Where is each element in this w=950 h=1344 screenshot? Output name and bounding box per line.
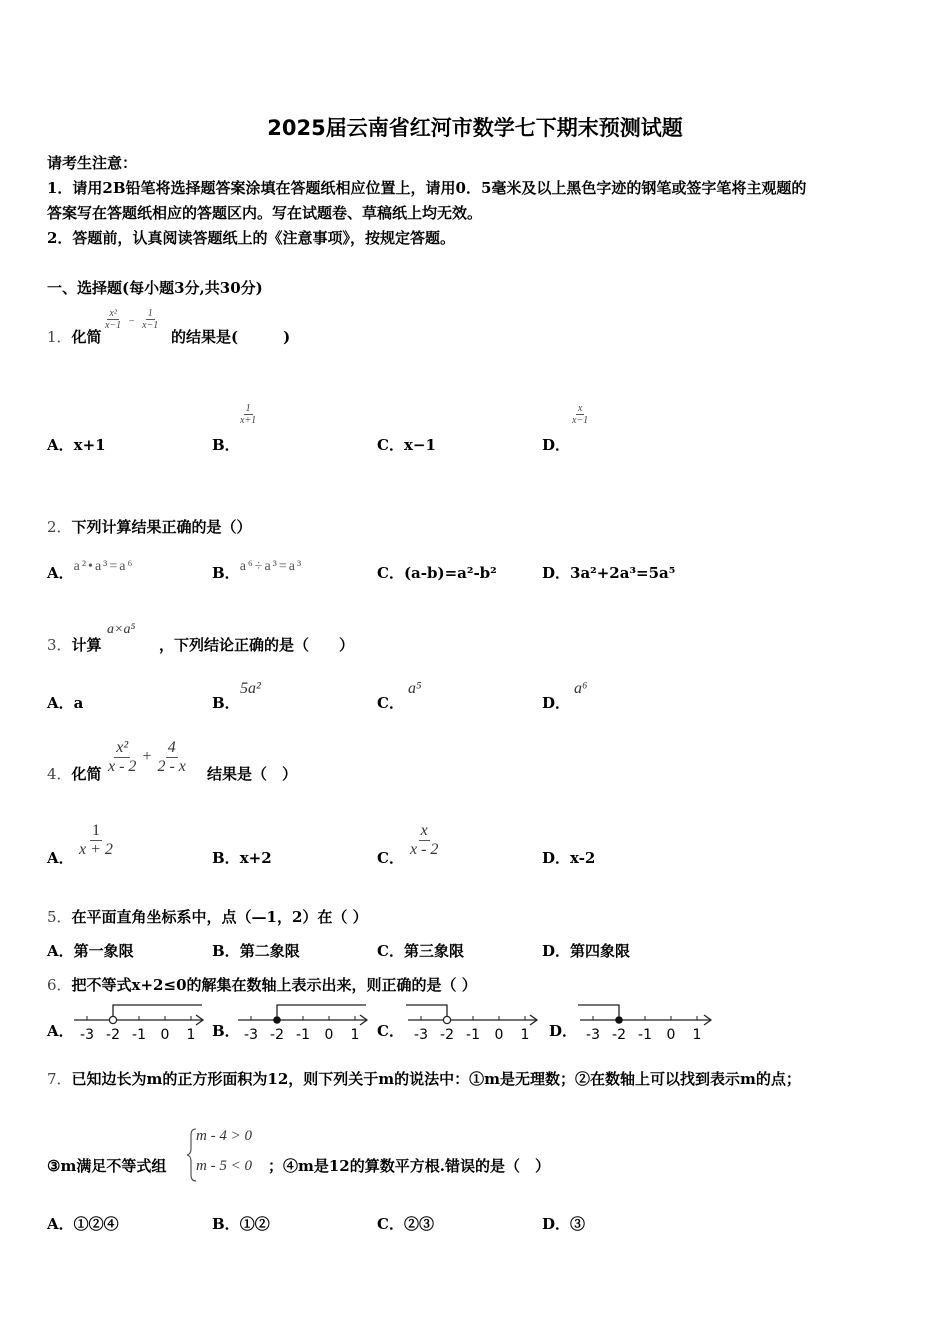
q4-a-label: A． [47, 849, 74, 867]
q1-b-fraction [238, 403, 258, 426]
q6-d-tick-1: -3 [586, 1027, 600, 1043]
q1-c-value: x−1 [403, 436, 436, 454]
q6-numberline-a [70, 1000, 210, 1044]
q7-number: 7． [47, 1070, 72, 1088]
q5-d-label: D． [542, 942, 571, 960]
q4-prefix: 化简 [71, 765, 102, 783]
q1-option-d[interactable] [542, 434, 570, 455]
q6-c-tick-2: -2 [440, 1027, 454, 1043]
q5-option-a[interactable] [47, 940, 134, 961]
q1-prefix: 化简 [71, 328, 102, 346]
q3-option-b[interactable] [212, 692, 240, 713]
q7-system-line1: m - 4 > 0 [196, 1128, 252, 1144]
q4-b-value: x+2 [239, 849, 272, 867]
q4-c-label: C． [377, 849, 404, 867]
q2-c-value: (a-b)=a²-b² [403, 564, 497, 582]
q7-system-line2: m - 5 < 0 [196, 1158, 252, 1174]
q2-option-c[interactable] [377, 562, 497, 583]
q2-a-value: a²•a³=a⁶ [73, 559, 135, 574]
q4-a-num: 1 [91, 822, 100, 839]
q1-minus: − [128, 316, 136, 327]
q4-option-d[interactable] [542, 847, 595, 868]
q4-b-label: B． [212, 849, 240, 867]
q6-b-tick-2: -2 [270, 1027, 284, 1043]
q6-d-tick-5: 1 [692, 1027, 702, 1043]
q5-b-label: B． [212, 942, 240, 960]
q1-suffix: 的结果是( ) [171, 328, 291, 346]
q4-suffix: 结果是（ ） [207, 765, 298, 783]
q4-option-b[interactable] [212, 847, 272, 868]
q6-number: 6． [47, 976, 72, 994]
q6-b-tick-1: -3 [244, 1027, 258, 1043]
q3-d-label: D． [542, 694, 571, 712]
q6-c-tick-3: -1 [466, 1027, 480, 1043]
q3-option-a[interactable] [47, 692, 83, 713]
q4-f2-den: 2 - x [157, 757, 186, 775]
q5-b-value: 第二象限 [239, 942, 300, 960]
q7-option-b[interactable] [212, 1213, 270, 1234]
q1-fraction-2 [140, 308, 160, 331]
q1-option-a[interactable] [47, 434, 106, 455]
q2-text: 下列计算结果正确的是（） [71, 518, 252, 536]
q5-option-c[interactable] [377, 940, 464, 961]
q5-c-label: C． [377, 942, 404, 960]
q2-stem [47, 516, 252, 537]
q7-text: 已知边长为m的正方形面积为12，则下列关于m的说法中：①m是无理数；②在数轴上可以找到表示m的点； [71, 1070, 801, 1088]
q6-a-open-point [109, 1016, 116, 1023]
q1-option-b[interactable] [212, 434, 240, 455]
notice-line1a: 1．请用2B铅笔将选择题答案涂填在答题纸相应位置上，请用0．5毫米及以上黑色字迹的钢笔或签字笔将主观题的 [47, 179, 807, 197]
q3-prefix: 计算 [71, 636, 102, 654]
q4-stem [47, 763, 102, 784]
q4-f1-num: x² [116, 739, 129, 756]
q4-expression [106, 739, 188, 775]
q6-c-tick-4: 0 [494, 1027, 504, 1043]
q5-text: 在平面直角坐标系中，点（—1，2）在（ ） [71, 908, 368, 926]
q1-f2-num: 1 [147, 308, 153, 319]
q6-option-b[interactable]: B． [212, 1022, 240, 1040]
q6-b-tick-5: 1 [350, 1027, 360, 1043]
q3-a-value: a [73, 694, 84, 712]
q2-b-value: a⁶÷a³=a³ [239, 559, 304, 574]
q3-number: 3． [47, 636, 72, 654]
q4-a-den: x + 2 [79, 840, 113, 858]
q4-c-num: x [420, 822, 428, 839]
q1-expression [103, 308, 160, 331]
q4-f2-num: 4 [167, 739, 176, 756]
q6-b-filled-point [273, 1016, 281, 1024]
q5-stem [47, 906, 368, 927]
q7-c-value: ②③ [403, 1215, 434, 1233]
q3-a-label: A． [47, 694, 74, 712]
notice-line2: 2．答题前，认真阅读答题纸上的《注意事项》，按规定答题。 [47, 229, 455, 247]
q6-option-a[interactable]: A． [47, 1022, 74, 1040]
section-heading: 一、选择题(每小题3分,共30分) [47, 279, 263, 297]
q6-text: 把不等式x+2≤0的解集在数轴上表示出来，则正确的是（ ） [71, 976, 477, 994]
q6-c-open-point [443, 1016, 450, 1023]
q7-option-c[interactable] [377, 1213, 434, 1234]
q6-option-d[interactable]: D． [549, 1022, 578, 1040]
notice-heading: 请考生注意： [47, 154, 138, 172]
q1-f2-den: x−1 [142, 320, 159, 331]
q1-stem [47, 326, 102, 347]
q7-b-label: B． [212, 1215, 240, 1233]
q6-d-tick-4: 0 [666, 1027, 676, 1043]
q3-expression: a×a⁵ [107, 622, 136, 637]
q6-c-tick-1: -3 [414, 1027, 428, 1043]
q1-b-label: B． [212, 436, 240, 454]
q5-d-value: 第四象限 [570, 942, 631, 960]
q4-d-label: D． [542, 849, 571, 867]
q6-b-tick-4: 0 [324, 1027, 334, 1043]
q6-d-tick-2: -2 [612, 1027, 626, 1043]
q1-f1-den: x−1 [105, 320, 122, 331]
q4-option-a[interactable] [47, 847, 74, 868]
q6-a-tick-1: -3 [80, 1027, 94, 1043]
q1-option-c[interactable] [377, 434, 436, 455]
q5-number: 5． [47, 908, 72, 926]
q1-a-label: A． [47, 436, 74, 454]
q6-a-tick-4: 0 [160, 1027, 170, 1043]
q4-c-fraction [408, 822, 440, 858]
q7-a-label: A． [47, 1215, 74, 1233]
q7-option-d[interactable] [542, 1213, 585, 1234]
q7-suffix: ；④m是12的算数平方根.错误的是（ ） [268, 1157, 550, 1175]
q6-d-tick-3: -1 [638, 1027, 652, 1043]
q1-d-num: x [577, 403, 583, 414]
q1-b-num: 1 [245, 403, 251, 414]
q2-option-a[interactable] [47, 559, 135, 583]
page-title: 2025届云南省红河市数学七下期末预测试题 [267, 116, 683, 140]
q5-option-d[interactable] [542, 940, 630, 961]
q6-numberline-d [576, 1000, 718, 1044]
q2-d-value: 3a²+2a³=5a⁵ [570, 564, 676, 582]
q6-a-tick-3: -1 [132, 1027, 146, 1043]
q2-c-label: C． [377, 564, 404, 582]
q2-a-label: A． [47, 564, 74, 582]
q6-numberline-b [234, 1000, 374, 1044]
q5-a-value: 第一象限 [73, 942, 134, 960]
q6-d-filled-point [615, 1016, 623, 1024]
q1-f1-num: x² [109, 308, 117, 319]
q3-d-value: a⁶ [574, 680, 588, 697]
q7-option-a[interactable] [47, 1213, 119, 1234]
q1-fraction-1 [103, 308, 123, 331]
q5-c-value: 第三象限 [403, 942, 464, 960]
q2-option-d[interactable] [542, 562, 675, 583]
q6-option-c[interactable]: C． [377, 1022, 404, 1040]
q5-a-label: A． [47, 942, 74, 960]
q7-prefix: ③m满足不等式组 [47, 1157, 167, 1175]
q6-stem [47, 974, 477, 995]
q5-option-b[interactable] [212, 940, 300, 961]
q6-b-tick-3: -1 [296, 1027, 310, 1043]
q1-b-den: x+1 [240, 415, 257, 426]
q2-option-b[interactable] [212, 559, 304, 583]
q2-number: 2． [47, 518, 72, 536]
q7-d-value: ③ [570, 1215, 586, 1233]
q3-option-d[interactable] [542, 692, 570, 713]
q6-a-tick-5: 1 [186, 1027, 196, 1043]
q3-b-label: B． [212, 694, 240, 712]
q6-c-tick-5: 1 [520, 1027, 530, 1043]
q1-number: 1． [47, 328, 72, 346]
q7-d-label: D． [542, 1215, 571, 1233]
q2-b-label: B． [212, 564, 240, 582]
q1-d-den: x−1 [572, 415, 589, 426]
q4-c-den: x - 2 [410, 840, 439, 858]
q3-b-value: 5a² [240, 680, 261, 697]
q4-f1-den: x - 2 [108, 757, 137, 775]
q3-c-value: a⁵ [408, 680, 422, 697]
q4-number: 4． [47, 765, 72, 783]
q7-a-value: ①②④ [73, 1215, 119, 1233]
q2-d-label: D． [542, 564, 571, 582]
q4-d-value: x-2 [570, 849, 596, 867]
q7-b-value: ①② [239, 1215, 270, 1233]
q7-c-label: C． [377, 1215, 404, 1233]
q3-suffix: ，下列结论正确的是（ ） [159, 636, 355, 654]
q6-numberline-c [404, 1000, 544, 1044]
q7-stem [47, 1068, 801, 1089]
q3-option-c[interactable] [377, 692, 404, 713]
q1-d-label: D． [542, 436, 571, 454]
q4-plus: + [142, 747, 152, 765]
q3-c-label: C． [377, 694, 404, 712]
q1-c-label: C． [377, 436, 404, 454]
q1-d-fraction [570, 403, 590, 426]
q1-a-value: x+1 [73, 436, 106, 454]
q4-option-c[interactable] [377, 847, 404, 868]
q3-stem [47, 634, 102, 655]
notice-line1b: 答案写在答题纸相应的答题区内。写在试题卷、草稿纸上均无效。 [47, 204, 483, 222]
q4-a-fraction [77, 822, 115, 858]
q6-a-tick-2: -2 [106, 1027, 120, 1043]
